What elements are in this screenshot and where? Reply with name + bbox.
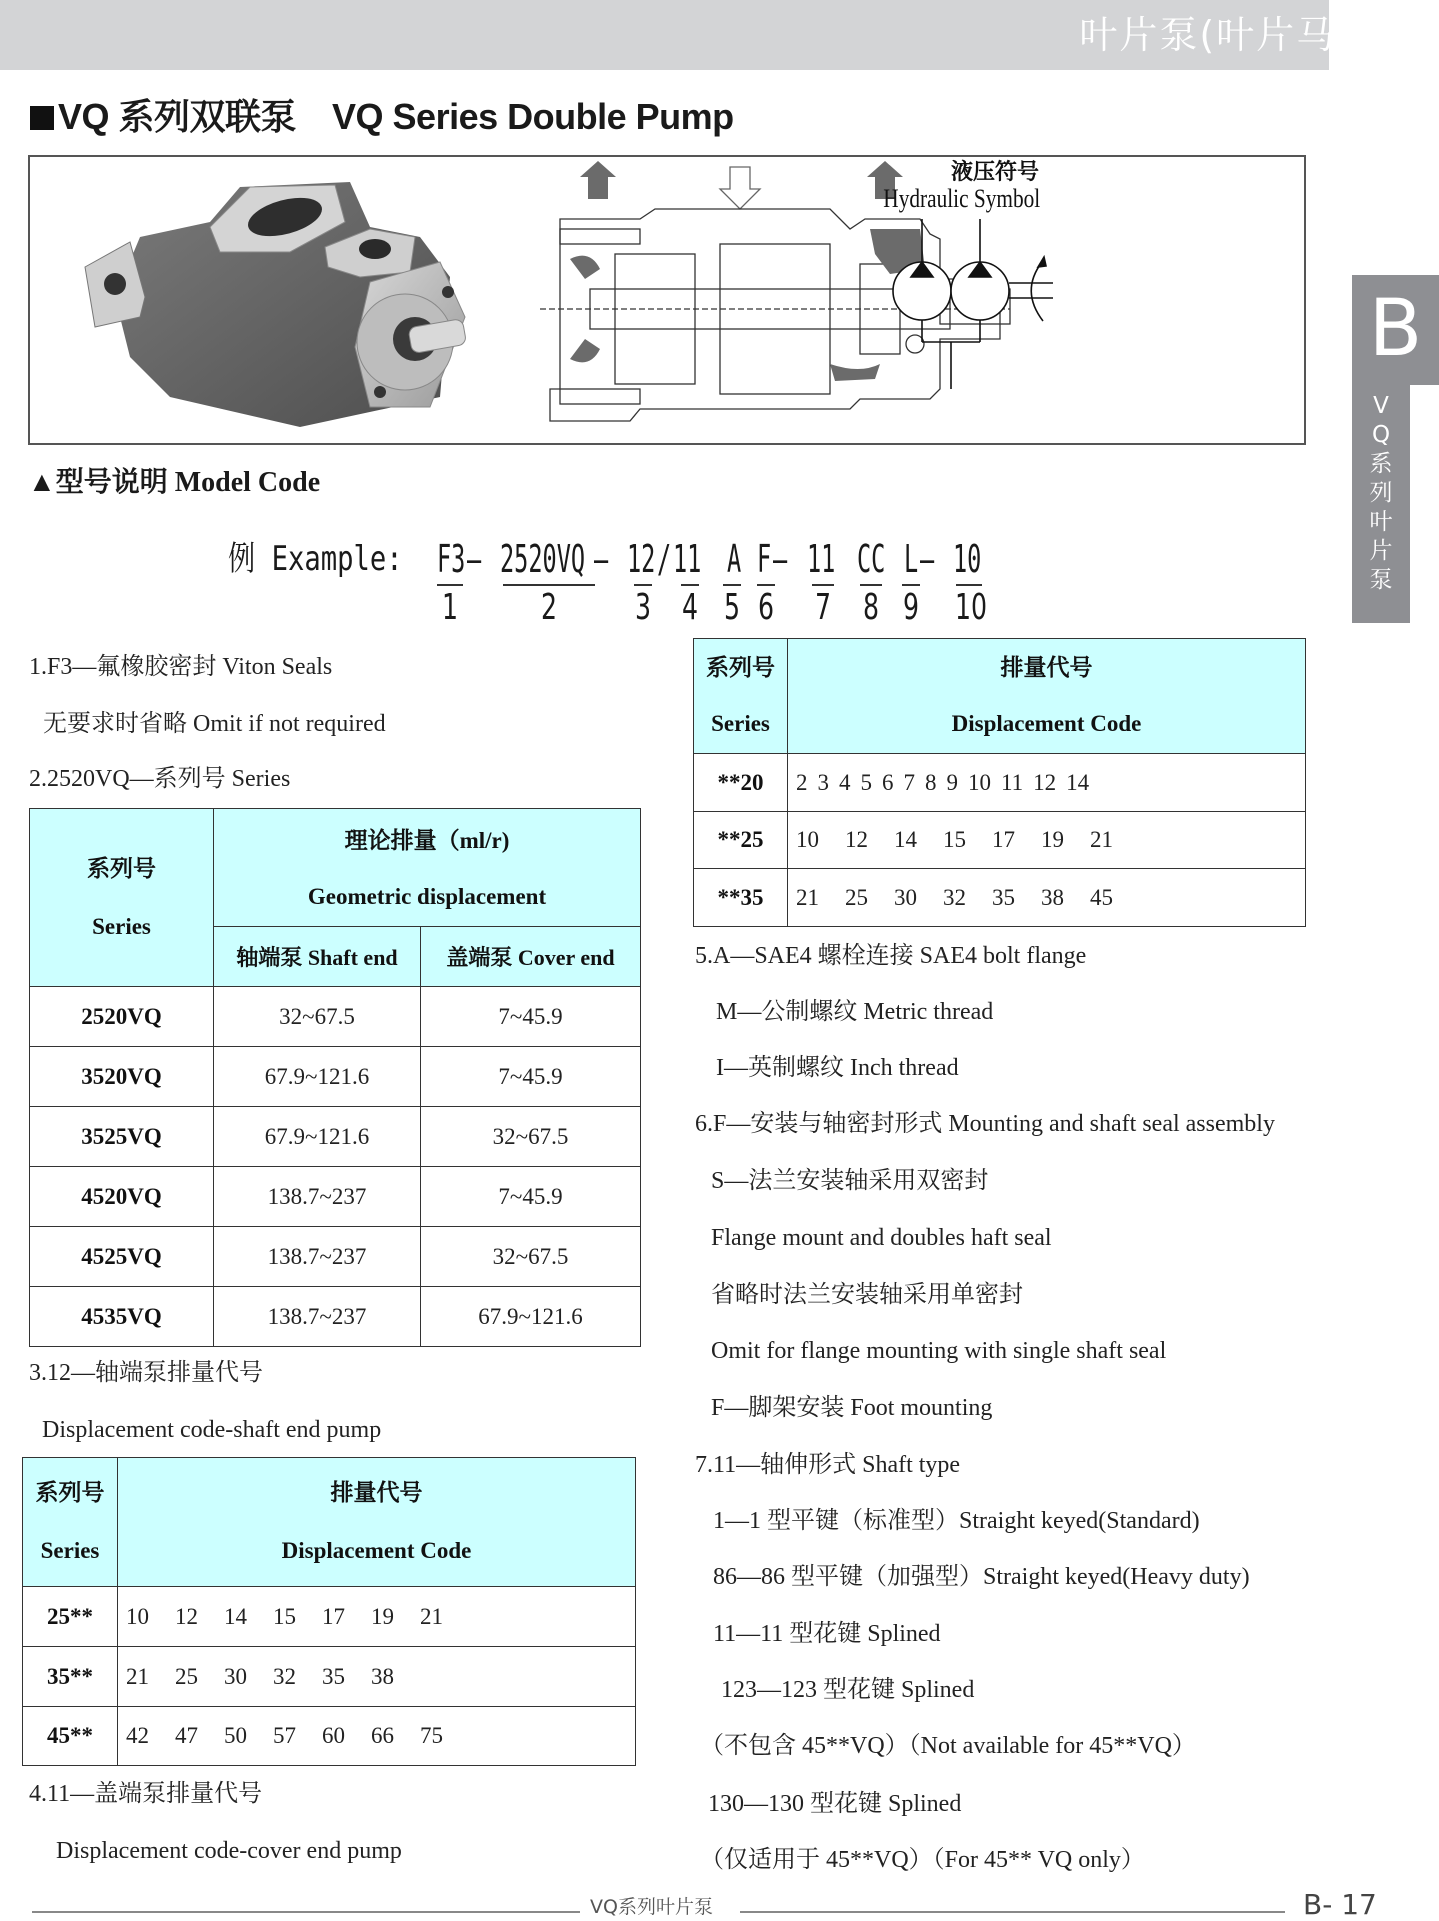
code-segment: CC (857, 537, 886, 581)
code-value: 21 (420, 1603, 443, 1629)
header-series (23, 1458, 118, 1587)
cell-cover: 67.9~121.6 (421, 1287, 641, 1347)
header-series (694, 639, 788, 754)
code-value: 42 (126, 1723, 149, 1748)
code-value: 10 (796, 827, 819, 852)
code-value: 14 (894, 827, 917, 852)
note-5m: M—公制螺纹 Metric thread (716, 999, 994, 1025)
code-underline (902, 584, 920, 586)
title-zh: VQ 系列双联泵 (58, 96, 297, 137)
cell-shaft: 67.9~121.6 (214, 1107, 421, 1167)
code-value: 11 (1001, 769, 1024, 795)
cell-cover: 32~67.5 (421, 1227, 641, 1287)
header-code-zh: 排量代号 (1000, 655, 1093, 680)
footer-text: VQ系列叶片泵 (590, 1896, 713, 1918)
code-dash: — (467, 537, 482, 581)
cell-codes (788, 754, 1306, 812)
cover-end-code-table (693, 638, 1306, 927)
code-value: 25 (175, 1663, 198, 1689)
table-row (30, 1167, 641, 1227)
header-cover-end: 盖端泵 Cover end (421, 927, 641, 987)
code-value: 21 (1090, 827, 1113, 852)
code-number: 8 (862, 587, 880, 628)
cell-series: 3520VQ (30, 1047, 214, 1107)
table-row (23, 1587, 636, 1647)
side-tab-vertical-text (1352, 392, 1410, 595)
model-code-heading: ▲型号说明 Model Code (28, 467, 321, 498)
code-value: 75 (420, 1723, 443, 1748)
hydraulic-symbol-label-zh: 液压符号 (950, 159, 1039, 184)
header-series-en: Series (92, 913, 151, 939)
note-6: 6.F—安装与轴密封形式 Mounting and shaft seal assembly (695, 1111, 1275, 1137)
code-value: 12 (1033, 769, 1057, 795)
code-value: 9 (946, 769, 958, 795)
code-value: 14 (224, 1603, 247, 1629)
cell-series: 4535VQ (30, 1287, 214, 1347)
cell-shaft: 67.9~121.6 (214, 1047, 421, 1107)
note-7-123-na: （不包含 45**VQ）（Not available for 45**VQ） (700, 1733, 1196, 1759)
code-segment: 12 (627, 537, 656, 581)
code-segment: 10 (953, 537, 982, 581)
code-underline (956, 584, 982, 586)
code-segment: A (727, 537, 742, 581)
code-value: 32 (273, 1663, 296, 1689)
table-row (694, 869, 1306, 927)
code-value: 57 (273, 1723, 296, 1748)
page-title (30, 94, 734, 140)
code-slash: / (657, 537, 672, 581)
note-3b: Displacement code-shaft end pump (42, 1417, 382, 1443)
code-value: 32 (943, 884, 966, 910)
example-label: 例 Example: (228, 539, 403, 579)
page-number: B- 17 (1303, 1888, 1377, 1921)
header-series (30, 809, 214, 987)
cell-codes (788, 812, 1306, 869)
hydraulic-symbol-label-en: Hydraulic Symbol (883, 184, 1041, 213)
code-value: 6 (882, 769, 894, 795)
code-underline (860, 584, 882, 586)
code-dash: — (773, 537, 788, 581)
code-value: 66 (371, 1723, 394, 1748)
cell-cover: 7~45.9 (421, 1167, 641, 1227)
code-value: 12 (845, 827, 868, 852)
cell-series: **35 (694, 869, 788, 927)
side-tab-char: Q (1371, 422, 1391, 448)
note-7-11: 11—11 型花键 Splined (713, 1621, 941, 1647)
header-code-en: Displacement Code (951, 711, 1142, 736)
code-segment: F (757, 537, 772, 581)
note-7-1: 1—1 型平键（标准型）Straight keyed(Standard) (713, 1508, 1200, 1534)
code-value: 60 (322, 1723, 345, 1748)
code-number: 1 (441, 587, 459, 628)
code-value: 4 (839, 769, 851, 795)
header-series-en: Series (40, 1538, 100, 1563)
code-value: 8 (925, 769, 937, 795)
note-4: 4.11—盖端泵排量代号 (29, 1781, 263, 1807)
header-code (788, 639, 1306, 754)
header-disp-zh: 理论排量（ml/r) (214, 809, 641, 869)
footer-rule-left (32, 1911, 580, 1913)
code-underline (681, 584, 699, 586)
code-dash: — (594, 537, 609, 581)
header-series-zh: 系列号 (706, 655, 775, 680)
note-1: 1.F3—氟橡胶密封 Viton Seals (29, 654, 333, 680)
code-underline (723, 584, 741, 586)
header-disp-en: Geometric displacement (214, 869, 641, 927)
header-shaft-end: 轴端泵 Shaft end (214, 927, 421, 987)
code-value: 19 (1041, 827, 1064, 852)
header-series-zh: 系列号 (35, 1480, 105, 1505)
code-number: 6 (757, 587, 775, 628)
section-title: 叶片泵(叶片马达) (1079, 13, 1393, 57)
cell-series: **20 (694, 754, 788, 812)
cell-series: 45** (23, 1707, 118, 1766)
table-row (694, 754, 1306, 812)
note-4b: Displacement code-cover end pump (56, 1838, 402, 1864)
cell-series: **25 (694, 812, 788, 869)
header-series-en: Series (711, 711, 770, 736)
title-en: VQ Series Double Pump (332, 96, 734, 137)
footer-rule-right (740, 1911, 1285, 1913)
table-row (23, 1647, 636, 1707)
series-displacement-table (29, 808, 641, 1347)
code-value: 50 (224, 1723, 247, 1748)
note-7-123: 123—123 型花键 Splined (721, 1677, 975, 1703)
note-1b: 无要求时省略 Omit if not required (43, 711, 386, 737)
note-7-130-only: （仅适用于 45**VQ）（For 45** VQ only） (700, 1847, 1145, 1873)
cell-shaft: 32~67.5 (214, 987, 421, 1047)
note-7-86: 86—86 型平键（加强型）Straight keyed(Heavy duty) (713, 1564, 1250, 1590)
header-series-zh: 系列号 (87, 855, 156, 881)
code-value: 25 (845, 884, 868, 910)
code-value: 35 (322, 1663, 345, 1689)
square-bullet-icon (30, 106, 54, 130)
cell-series: 2520VQ (30, 987, 214, 1047)
code-underline (757, 584, 775, 586)
note-6o-en: Omit for flange mounting with single shaft seal (711, 1338, 1167, 1364)
code-underline (503, 584, 595, 586)
side-tab-char: V (1373, 393, 1389, 419)
header-code (118, 1458, 636, 1587)
note-6f: F—脚架安装 Foot mounting (711, 1395, 993, 1421)
pump-photo-icon (70, 167, 470, 432)
code-value: 21 (126, 1663, 149, 1689)
code-number: 2 (540, 587, 558, 628)
code-segment: 2520VQ (500, 537, 586, 581)
cell-codes (118, 1647, 636, 1707)
code-value: 10 (968, 769, 991, 795)
code-value: 5 (860, 769, 872, 795)
note-6s: S—法兰安装轴采用双密封 (711, 1168, 989, 1194)
code-value: 21 (796, 884, 819, 910)
table-row (23, 1707, 636, 1766)
cell-shaft: 138.7~237 (214, 1227, 421, 1287)
note-5: 5.A—SAE4 螺栓连接 SAE4 bolt flange (695, 943, 1087, 969)
code-value: 7 (903, 769, 915, 795)
cell-shaft: 138.7~237 (214, 1287, 421, 1347)
header-code-zh: 排量代号 (330, 1480, 423, 1505)
table-row (30, 1107, 641, 1167)
cell-series: 3525VQ (30, 1107, 214, 1167)
hydraulic-symbol-icon (870, 219, 1100, 429)
figure-box (28, 155, 1306, 445)
shaft-end-code-table (22, 1457, 636, 1766)
code-underline (437, 584, 463, 586)
code-value: 45 (1090, 884, 1113, 910)
table-row (30, 1227, 641, 1287)
table-row (694, 812, 1306, 869)
table-row (30, 987, 641, 1047)
code-value: 38 (1041, 884, 1064, 910)
code-segment: F3 (437, 537, 466, 581)
code-segment: L (904, 537, 919, 581)
cell-series: 4520VQ (30, 1167, 214, 1227)
code-number: 5 (723, 587, 741, 628)
side-tab-char: 片 (1369, 538, 1393, 564)
note-2: 2.2520VQ—系列号 Series (29, 766, 291, 792)
code-value: 17 (322, 1603, 345, 1629)
note-3: 3.12—轴端泵排量代号 (29, 1360, 263, 1386)
cell-codes (118, 1587, 636, 1647)
table-row (30, 1047, 641, 1107)
code-value: 17 (992, 827, 1015, 852)
code-value: 15 (943, 827, 966, 852)
cell-codes (118, 1707, 636, 1766)
code-underline (812, 584, 834, 586)
code-number: 9 (902, 587, 920, 628)
code-value: 15 (273, 1603, 296, 1629)
code-segment: 11 (807, 537, 836, 581)
side-tab-char: 系 (1369, 451, 1393, 477)
cell-series: 4525VQ (30, 1227, 214, 1287)
code-value: 38 (371, 1663, 394, 1689)
note-6o: 省略时法兰安装轴采用单密封 (711, 1282, 1023, 1308)
code-number: 7 (814, 587, 832, 628)
code-value: 2 (796, 769, 808, 795)
code-value: 10 (126, 1603, 149, 1629)
cell-cover: 32~67.5 (421, 1107, 641, 1167)
note-7: 7.11—轴伸形式 Shaft type (695, 1452, 961, 1478)
cell-codes (788, 869, 1306, 927)
code-segment: 11 (673, 537, 702, 581)
code-underline (634, 584, 652, 586)
code-value: 14 (1066, 769, 1090, 795)
code-number: 10 (955, 587, 988, 628)
code-value: 19 (371, 1603, 394, 1629)
code-value: 3 (817, 769, 829, 795)
header-code-en: Displacement Code (281, 1538, 472, 1563)
table-row (30, 1287, 641, 1347)
cell-series: 25** (23, 1587, 118, 1647)
note-7-130: 130—130 型花键 Splined (708, 1791, 962, 1817)
side-tab-letter: B (1368, 284, 1423, 374)
code-number: 3 (634, 587, 652, 628)
code-dash: — (920, 537, 935, 581)
cell-cover: 7~45.9 (421, 987, 641, 1047)
cell-series: 35** (23, 1647, 118, 1707)
code-value: 30 (224, 1663, 247, 1689)
cell-shaft: 138.7~237 (214, 1167, 421, 1227)
code-value: 35 (992, 884, 1015, 910)
code-value: 12 (175, 1603, 198, 1629)
side-tab-char: 列 (1369, 480, 1393, 506)
code-number: 4 (681, 587, 699, 628)
code-value: 47 (175, 1723, 198, 1748)
side-tab-char: 泵 (1369, 567, 1393, 593)
cell-cover: 7~45.9 (421, 1047, 641, 1107)
note-6s-en: Flange mount and doubles haft seal (711, 1225, 1052, 1251)
code-value: 30 (894, 884, 917, 910)
side-tab-char: 叶 (1369, 509, 1393, 535)
note-5i: I—英制螺纹 Inch thread (716, 1055, 959, 1081)
